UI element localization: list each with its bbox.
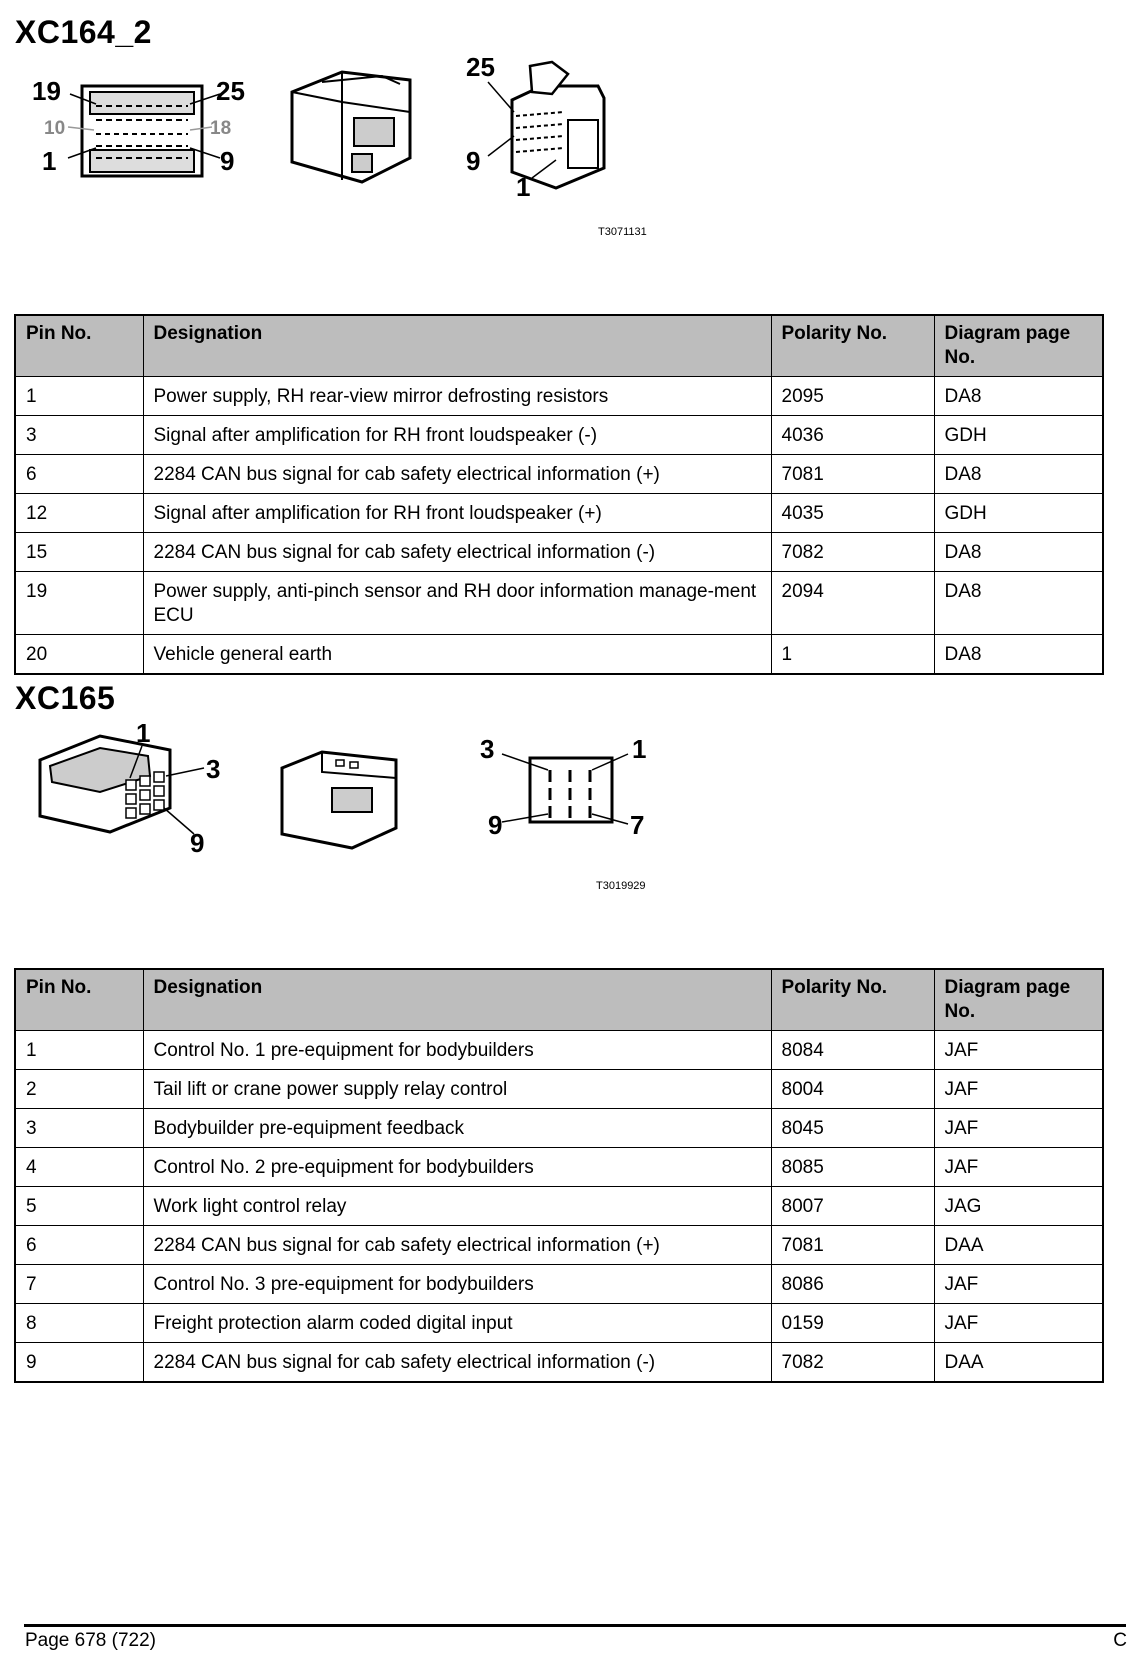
cell-polarity: 7082 [771,533,934,572]
table-row [15,416,1103,455]
table-row [15,1031,1103,1070]
connector-side-diagram [466,52,642,202]
cell-designation: Bodybuilder pre-equipment feedback [143,1109,771,1148]
connector-face-diagram [32,70,260,190]
cell-designation: Control No. 2 pre-equipment for bodybuilders [143,1148,771,1187]
cell-designation: 2284 CAN bus signal for cab safety electrical information (+) [143,1226,771,1265]
cell-pin: 7 [15,1265,143,1304]
header-diagram-page: Diagram page No. [934,969,1103,1031]
connector-xc165-3d-diagram [30,716,230,856]
cell-diagram: JAF [934,1304,1103,1343]
cell-diagram: DA8 [934,455,1103,494]
cell-diagram: JAF [934,1070,1103,1109]
pin-label: 9 [220,146,235,176]
cell-diagram: JAF [934,1265,1103,1304]
figure-code: T3071131 [598,226,647,238]
cell-designation: Control No. 3 pre-equipment for bodybuilders [143,1265,771,1304]
cell-diagram: DA8 [934,635,1103,675]
cell-designation: Power supply, RH rear-view mirror defrosting resistors [143,377,771,416]
pin-label: 25 [216,76,245,106]
cell-diagram: GDH [934,416,1103,455]
cell-diagram: GDH [934,494,1103,533]
table-row [15,455,1103,494]
pin-label: 1 [516,172,531,202]
pin-label: 18 [210,118,232,139]
pin-label: 1 [136,718,151,748]
cell-designation: Tail lift or crane power supply relay control [143,1070,771,1109]
cell-diagram: JAG [934,1187,1103,1226]
cell-diagram: DA8 [934,377,1103,416]
cell-diagram: DA8 [934,533,1103,572]
cell-diagram: DA8 [934,572,1103,635]
pin-label: 1 [42,146,57,176]
cell-diagram: DAA [934,1343,1103,1383]
footer-marker: C [1113,1630,1127,1651]
cell-pin: 12 [15,494,143,533]
table-row [15,572,1103,635]
cell-pin: 1 [15,1031,143,1070]
table-row [15,1265,1103,1304]
table-row [15,635,1103,675]
header-diagram-page: Diagram page No. [934,315,1103,377]
pin-label: 19 [32,76,61,106]
cell-designation: Signal after amplification for RH front loudspeaker (-) [143,416,771,455]
table-row [15,1187,1103,1226]
table-row [15,1109,1103,1148]
cell-designation: 2284 CAN bus signal for cab safety electrical information (+) [143,455,771,494]
header-pin: Pin No. [15,969,143,1031]
cell-polarity: 0159 [771,1304,934,1343]
cell-pin: 19 [15,572,143,635]
cell-designation: Work light control relay [143,1187,771,1226]
cell-polarity: 4035 [771,494,934,533]
pin-label: 9 [190,828,205,858]
table-row [15,1226,1103,1265]
table-row [15,377,1103,416]
cell-designation: Power supply, anti-pinch sensor and RH door information manage-ment ECU [143,572,771,635]
pin-label: 10 [44,118,66,139]
cell-polarity: 7081 [771,1226,934,1265]
cell-polarity: 1 [771,635,934,675]
cell-pin: 3 [15,416,143,455]
section-title-xc164-2: XC164_2 [15,14,152,50]
cell-designation: Freight protection alarm coded digital input [143,1304,771,1343]
page-number: Page 678 (722) [25,1630,156,1651]
section-title-xc165: XC165 [15,680,116,716]
table-header-row [15,315,1103,377]
pin-table-xc165 [14,968,1104,1383]
cell-designation: Signal after amplification for RH front loudspeaker (+) [143,494,771,533]
footer-divider [24,1624,1126,1627]
table-header-row [15,969,1103,1031]
pin-table-xc164-2 [14,314,1104,675]
header-designation: Designation [143,969,771,1031]
cell-diagram: JAF [934,1148,1103,1187]
cell-pin: 3 [15,1109,143,1148]
cell-polarity: 2095 [771,377,934,416]
connector-xc165-face-diagram [478,734,658,844]
cell-polarity: 8045 [771,1109,934,1148]
pin-label: 9 [488,810,503,840]
table-row [15,1304,1103,1343]
table-row [15,1343,1103,1383]
cell-pin: 2 [15,1070,143,1109]
cell-designation: Control No. 1 pre-equipment for bodybuilders [143,1031,771,1070]
cell-polarity: 8004 [771,1070,934,1109]
cell-pin: 5 [15,1187,143,1226]
header-designation: Designation [143,315,771,377]
cell-designation: Vehicle general earth [143,635,771,675]
cell-pin: 8 [15,1304,143,1343]
cell-pin: 9 [15,1343,143,1383]
cell-polarity: 2094 [771,572,934,635]
table-row [15,1070,1103,1109]
cell-pin: 1 [15,377,143,416]
cell-diagram: JAF [934,1031,1103,1070]
cell-designation: 2284 CAN bus signal for cab safety electrical information (-) [143,533,771,572]
cell-designation: 2284 CAN bus signal for cab safety electrical information (-) [143,1343,771,1383]
pin-label: 25 [466,52,495,82]
pin-label: 7 [630,810,645,840]
pin-label: 3 [480,734,495,764]
pin-label: 9 [466,146,481,176]
figure-code: T3019929 [596,880,646,892]
cell-polarity: 8084 [771,1031,934,1070]
cell-pin: 6 [15,1226,143,1265]
cell-pin: 20 [15,635,143,675]
header-polarity: Polarity No. [771,969,934,1031]
cell-polarity: 7081 [771,455,934,494]
cell-diagram: DAA [934,1226,1103,1265]
cell-polarity: 8085 [771,1148,934,1187]
cell-pin: 6 [15,455,143,494]
cell-polarity: 8007 [771,1187,934,1226]
connector-3d-diagram [282,62,432,192]
connector-xc165-side-diagram [272,738,412,858]
cell-diagram: JAF [934,1109,1103,1148]
pin-label: 1 [632,734,647,764]
header-pin: Pin No. [15,315,143,377]
header-polarity: Polarity No. [771,315,934,377]
cell-pin: 15 [15,533,143,572]
table-row [15,1148,1103,1187]
cell-pin: 4 [15,1148,143,1187]
pin-label: 3 [206,754,221,784]
table-row [15,494,1103,533]
cell-polarity: 8086 [771,1265,934,1304]
cell-polarity: 7082 [771,1343,934,1383]
cell-polarity: 4036 [771,416,934,455]
table-row [15,533,1103,572]
